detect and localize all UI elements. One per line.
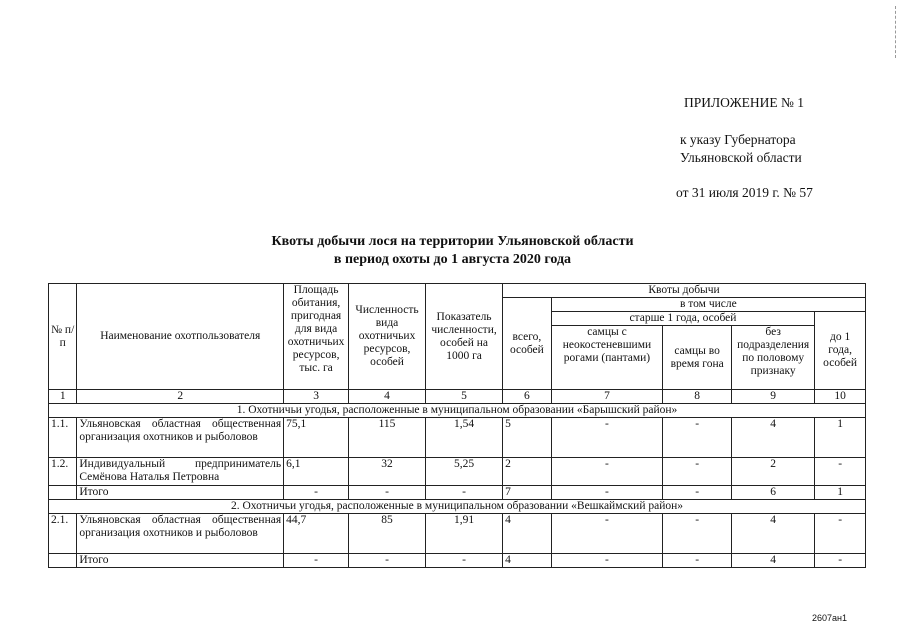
table-row [49,418,866,458]
col-number: 7 [551,390,662,404]
header-name: Наименование охотпользователя [77,284,284,390]
row-area: 44,7 [284,514,349,554]
total-row-empty-cell [49,554,77,568]
header-over-1-year: старше 1 года, особей [551,312,815,326]
row-no-sex: 4 [732,418,815,458]
row-total: 5 [503,418,552,458]
section-title: 2. Охотничьи угодья, расположенные в муниципальном образовании «Вешкаймский район» [49,500,866,514]
header-population: Численность вида охотничьих ресурсов, особей [349,284,426,390]
header-total: всего, особей [503,298,552,390]
header-no-sex: без подразделения по половому признаку [732,326,815,390]
total-row [49,486,866,500]
total-label: Итого [77,554,284,568]
row-males-antlers: - [551,514,662,554]
decree-date: от 31 июля 2019 г. № 57 [676,185,813,200]
appendix-label: ПРИЛОЖЕНИЕ № 1 [684,95,805,110]
row-no-sex: 4 [732,514,815,554]
header-males-antlers: самцы с неокостеневшими рогами (пантами) [551,326,662,390]
total-area: - [284,554,349,568]
row-name: Индивидуальный предприниматель Семёнова Наталья Петровна [77,458,284,486]
table-row [49,514,866,554]
total-under-1: - [815,554,866,568]
col-number: 3 [284,390,349,404]
total-population: - [349,486,426,500]
header-males-rut: самцы во время гона [663,326,732,390]
total-under-1: 1 [815,486,866,500]
header-including: в том числе [551,298,865,312]
col-number: 9 [732,390,815,404]
col-number: 5 [426,390,503,404]
row-name: Ульяновская областная общественная организация охотников и рыболовов [77,418,284,458]
row-males-rut: - [663,458,732,486]
row-under-1: 1 [815,418,866,458]
header-under-1-year: до 1 года, особей [815,312,866,390]
col-number: 10 [815,390,866,404]
row-num: 1.2. [49,458,77,486]
table-row [49,458,866,486]
total-males-rut: - [663,486,732,500]
header-num: № п/п [49,284,77,390]
row-population: 32 [349,458,426,486]
row-population: 85 [349,514,426,554]
scan-artifact-line [895,6,897,58]
row-no-sex: 2 [732,458,815,486]
row-males-antlers: - [551,458,662,486]
row-under-1: - [815,514,866,554]
total-row [49,554,866,568]
decree-reference [680,131,802,167]
row-total: 4 [503,514,552,554]
total-total: 7 [503,486,552,500]
row-index: 1,91 [426,514,503,554]
total-index: - [426,486,503,500]
col-number: 2 [77,390,284,404]
decree-reference-line-2: Ульяновской области [680,150,802,165]
col-number: 8 [663,390,732,404]
header-index: Показатель численности, особей на 1000 га [426,284,503,390]
total-label: Итого [77,486,284,500]
section-row [49,404,866,418]
col-number: 1 [49,390,77,404]
total-no-sex: 4 [732,554,815,568]
document-code: 2607ан1 [812,613,848,623]
row-males-antlers: - [551,418,662,458]
col-number: 4 [349,390,426,404]
col-number: 6 [503,390,552,404]
row-name: Ульяновская областная общественная организация охотников и рыболовов [77,514,284,554]
row-index: 1,54 [426,418,503,458]
document-title-line-2: в период охоты до 1 августа 2020 года [333,252,572,267]
header-area: Площадь обитания, пригодная для вида охотничьих ресурсов, тыс. га [284,284,349,390]
total-total: 4 [503,554,552,568]
row-total: 2 [503,458,552,486]
row-males-rut: - [663,514,732,554]
row-area: 75,1 [284,418,349,458]
quota-table [48,283,866,568]
total-no-sex: 6 [732,486,815,500]
column-number-row [49,390,866,404]
row-num: 1.1. [49,418,77,458]
total-population: - [349,554,426,568]
section-row [49,500,866,514]
row-population: 115 [349,418,426,458]
total-area: - [284,486,349,500]
row-males-rut: - [663,418,732,458]
document-title-line-1: Квоты добычи лося на территории Ульяновской области [271,234,634,249]
row-index: 5,25 [426,458,503,486]
row-num: 2.1. [49,514,77,554]
total-males-antlers: - [551,554,662,568]
total-index: - [426,554,503,568]
row-area: 6,1 [284,458,349,486]
row-under-1: - [815,458,866,486]
total-row-empty-cell [49,486,77,500]
total-males-antlers: - [551,486,662,500]
header-quotas: Квоты добычи [503,284,866,298]
section-title: 1. Охотничьи угодья, расположенные в муниципальном образовании «Барышский район» [49,404,866,418]
decree-reference-line-1: к указу Губернатора [680,132,796,147]
total-males-rut: - [663,554,732,568]
